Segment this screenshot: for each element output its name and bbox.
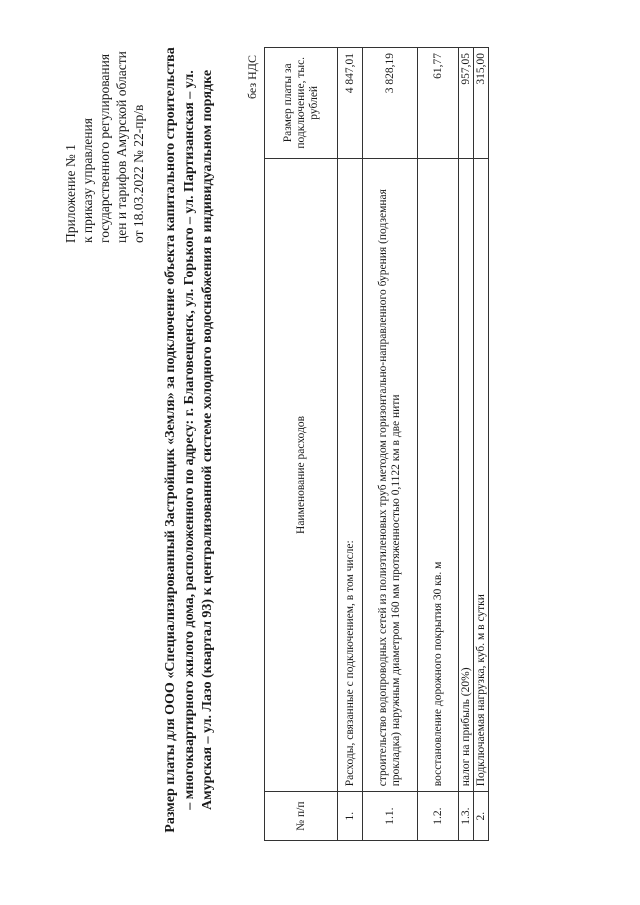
header-name: Наименование расходов	[265, 158, 338, 792]
row-value: 3 828,19	[363, 48, 418, 159]
row-name: Подключаемая нагрузка, куб. м в сутки	[474, 158, 489, 792]
header-num: № п/п	[265, 792, 338, 841]
row-num: 1.3.	[459, 792, 474, 841]
vat-note: без НДС	[245, 55, 259, 100]
row-name: строительство водопроводных сетей из полиэтиленовых труб методом горизонтально-направленного бурения (подземная прокладка) наружным диаметром 160 мм протяженностью 0,1122 км в две нити	[363, 158, 418, 792]
header-value: Размер платы за подключение, тыс. рублей	[265, 48, 338, 159]
table-row	[338, 48, 363, 841]
appendix-block	[62, 43, 147, 243]
table-row	[363, 48, 418, 841]
row-value: 4 847,01	[338, 48, 363, 159]
appendix-line: от 18.03.2022 № 22-пр/в	[131, 104, 146, 243]
appendix-line: к приказу управления	[80, 118, 95, 243]
fee-table	[264, 47, 489, 841]
appendix-line: Приложение № 1	[63, 144, 78, 243]
row-num: 1.	[338, 792, 363, 841]
row-value: 61,77	[418, 48, 459, 159]
table-header-row	[265, 48, 338, 841]
row-name: восстановление дорожного покрытия 30 кв. м	[418, 158, 459, 792]
row-num: 1.2.	[418, 792, 459, 841]
row-value: 315,00	[474, 48, 489, 159]
document-title: Размер платы для ООО «Специализированный Застройщик «Земля» за подключение объекта капитального строительства – многоквартирного жилого дома, расположенного по адресу: г. Благовещенск, ул. Горького – ул. Партизанская – ул. Амурская – ул. Лазо (квартал 93) к централизованной системе холодного водоснабжения в индивидуальном порядке	[163, 47, 215, 833]
row-num: 2.	[474, 792, 489, 841]
row-name: Расходы, связанные с подключением, в том числе:	[338, 158, 363, 792]
table-row	[418, 48, 459, 841]
appendix-line: цен и тарифов Амурской области	[114, 51, 129, 243]
appendix-line: государственного регулирования	[97, 53, 112, 243]
row-name: налог на прибыль (20%)	[459, 158, 474, 792]
table-row	[459, 48, 474, 841]
row-value: 957,05	[459, 48, 474, 159]
table-row	[474, 48, 489, 841]
row-num: 1.1.	[363, 792, 418, 841]
